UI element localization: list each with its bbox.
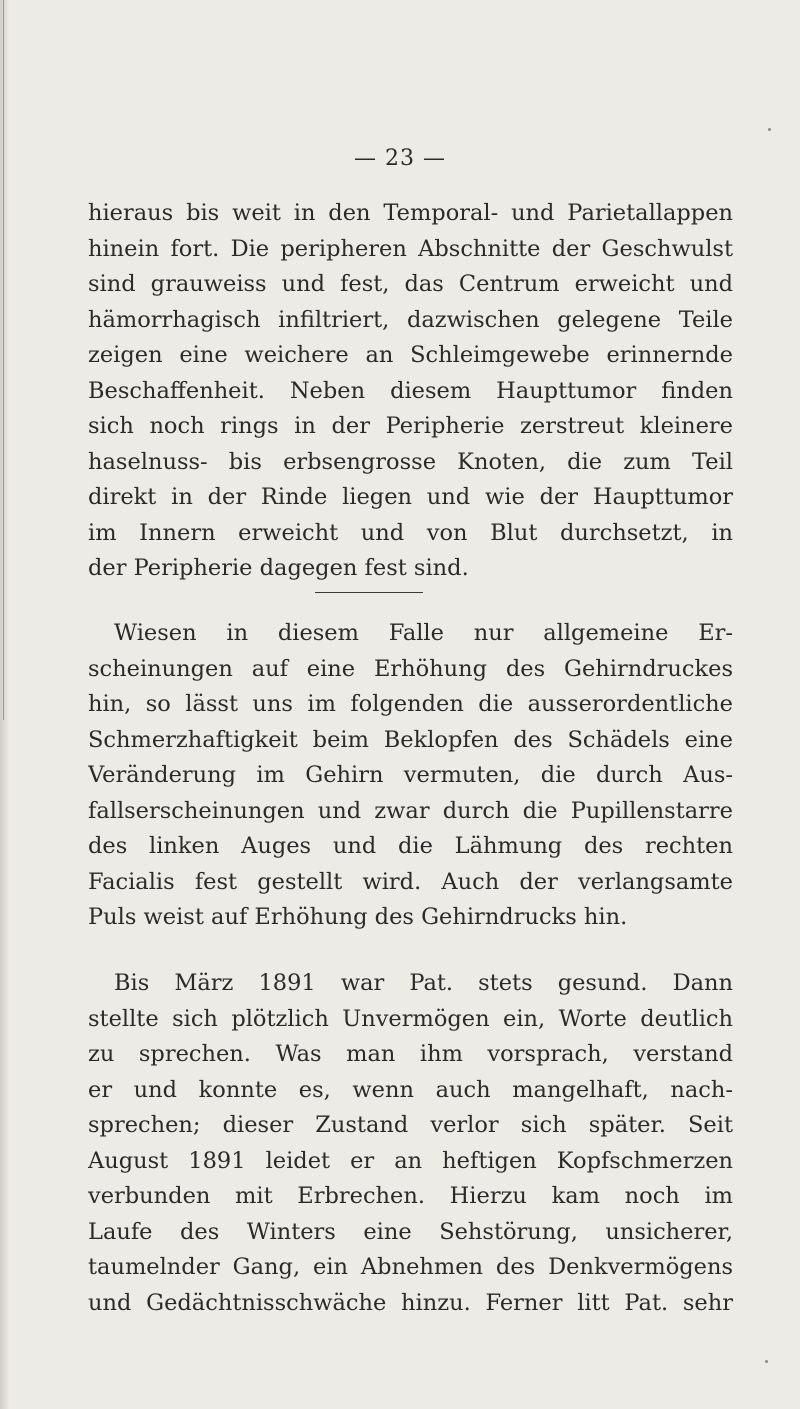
text-line: des linken Auges und die Lähmung des rechten — [88, 833, 733, 859]
text-line: sprechen; dieser Zustand verlor sich später. Seit — [88, 1112, 733, 1138]
text-line: der Peripherie dagegen fest sind. — [88, 555, 469, 581]
text-line: hinein fort. Die peripheren Abschnitte der Geschwulst — [88, 235, 733, 262]
text-line: August 1891 leidet er an heftigen Kopfschmerzen — [88, 1147, 733, 1174]
text-line: hin, so lässt uns im folgenden die ausserordentliche — [88, 691, 733, 717]
paper-speck — [765, 1360, 768, 1363]
text-line: zu sprechen. Was man ihm vorsprach, verstand — [88, 1041, 733, 1067]
page-number: — 23 — — [354, 146, 446, 171]
text-line: direkt in der Rinde liegen und wie der Haupttumor — [88, 484, 733, 510]
text-line: er und konnte es, wenn auch mangelhaft, nach- — [88, 1076, 733, 1103]
page-binding-edge — [0, 0, 10, 1409]
text-line: Beschaffenheit. Neben diesem Haupttumor finden — [88, 377, 733, 404]
text-line: verbunden mit Erbrechen. Hierzu kam noch im — [88, 1183, 733, 1209]
section-divider — [315, 592, 423, 593]
text-line: sind grauweiss und fest, das Centrum erweicht und — [88, 271, 733, 297]
text-line: Puls weist auf Erhöhung des Gehirndrucks hin. — [88, 904, 628, 930]
text-line: Schmerzhaftigkeit beim Beklopfen des Schädels eine — [88, 726, 733, 753]
text-line: haselnuss- bis erbsengrosse Knoten, die zum Teil — [88, 448, 733, 475]
paragraph-3 — [88, 966, 733, 1321]
text-line: sich noch rings in der Peripherie zerstreut kleinere — [88, 413, 733, 439]
text-line: stellte sich plötzlich Unvermögen ein, Worte deutlich — [88, 1005, 733, 1032]
text-line: im Innern erweicht und von Blut durchsetzt, in — [88, 519, 733, 546]
text-line: fallserscheinungen und zwar durch die Pupillenstarre — [88, 797, 733, 824]
paragraph-2 — [88, 616, 733, 936]
text-line: scheinungen auf eine Erhöhung des Gehirndruckes — [88, 655, 733, 682]
text-line: Wiesen in diesem Falle nur allgemeine Er- — [114, 620, 733, 646]
text-line: und Gedächtnisschwäche hinzu. Ferner litt Pat. sehr — [88, 1289, 733, 1316]
text-line: Laufe des Winters eine Sehstörung, unsicherer, — [88, 1218, 733, 1245]
text-line: hieraus bis weit in den Temporal- und Parietallappen — [88, 200, 733, 226]
binding-shadow-line — [3, 0, 4, 720]
paper-speck — [768, 128, 771, 131]
paragraph-1 — [88, 196, 733, 587]
text-line: taumelnder Gang, ein Abnehmen des Denkvermögens — [88, 1254, 733, 1280]
text-line: Bis März 1891 war Pat. stets gesund. Dann — [114, 970, 733, 996]
text-line: zeigen eine weichere an Schleimgewebe erinnernde — [88, 342, 733, 368]
text-line: hämorrhagisch infiltriert, dazwischen gelegene Teile — [88, 306, 733, 333]
text-line: Facialis fest gestellt wird. Auch der verlangsamte — [88, 868, 733, 895]
text-line: Veränderung im Gehirn vermuten, die durch Aus- — [88, 762, 733, 788]
